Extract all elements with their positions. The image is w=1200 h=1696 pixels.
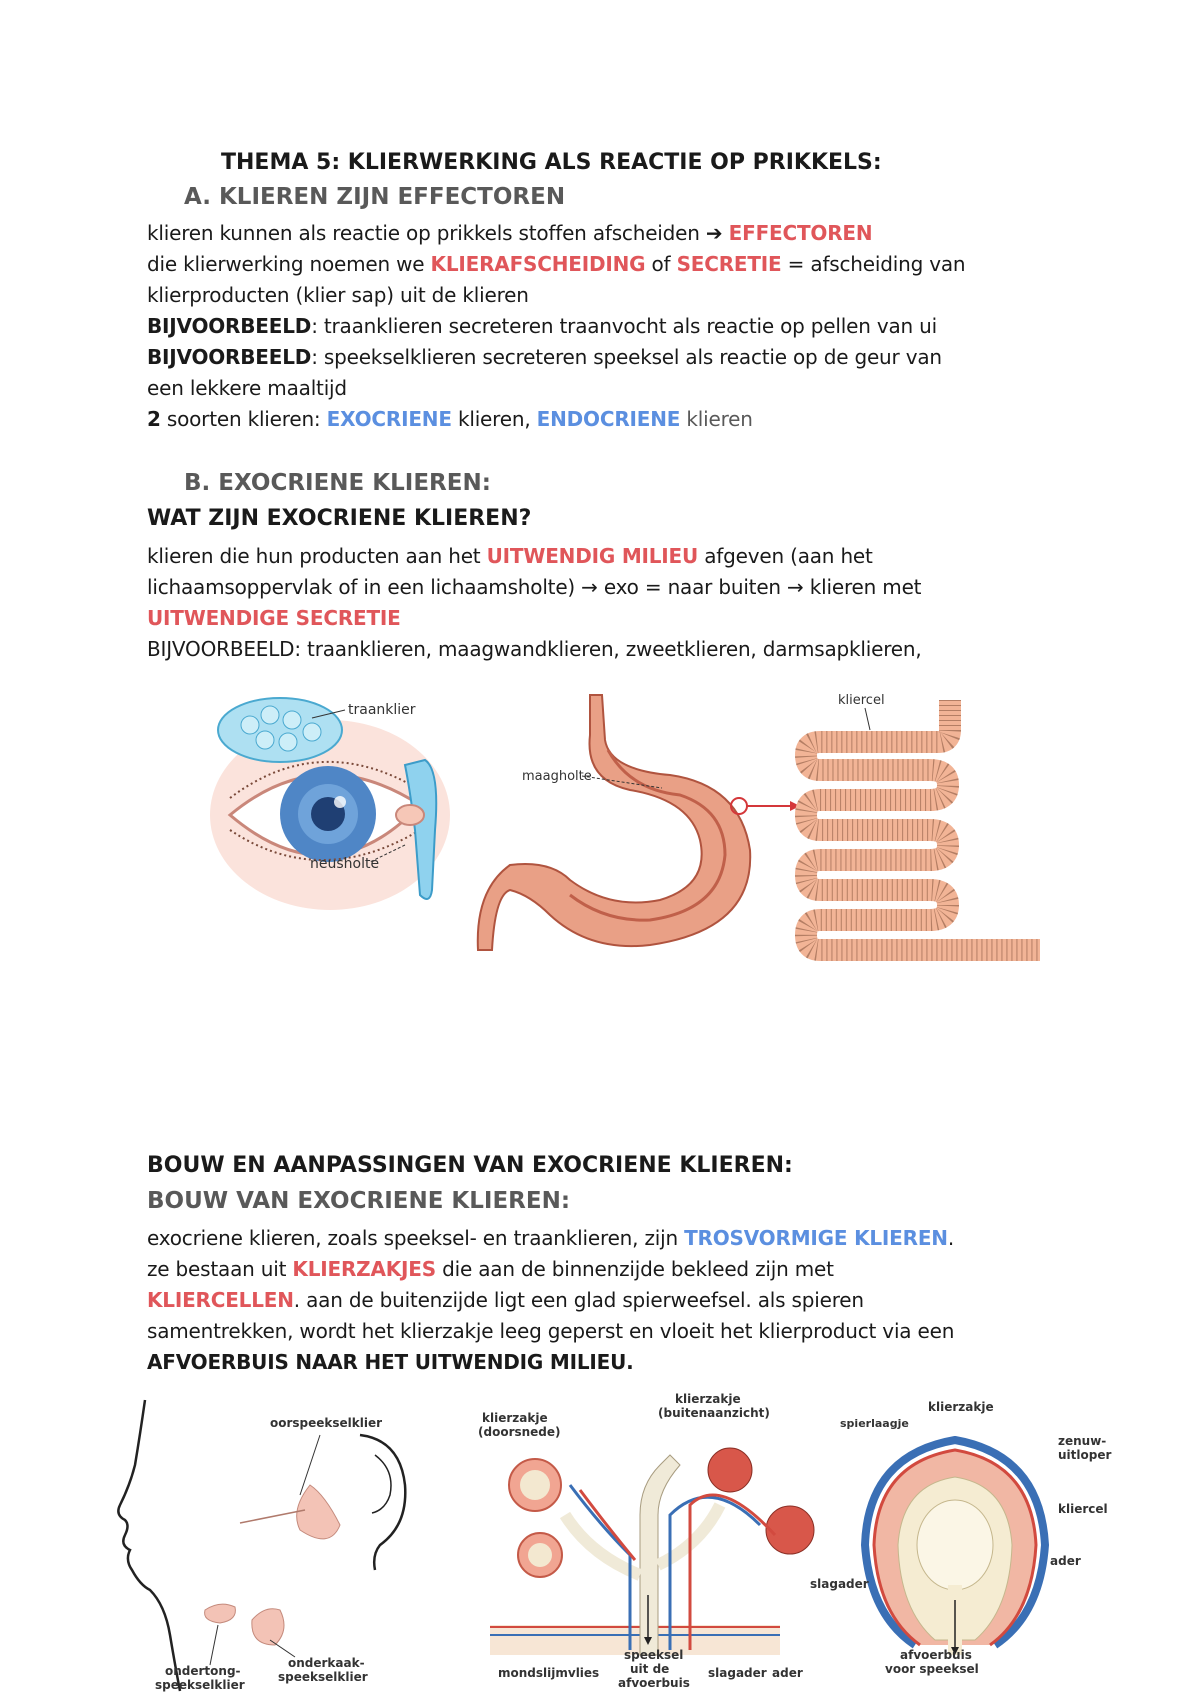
label-spierlaagje: spierlaagje [840,1417,909,1430]
text-line: lichaamsoppervlak of in een lichaamsholte) → exo = naar buiten → klieren met [147,575,922,599]
section-a-heading: A. KLIEREN ZIJN EFFECTOREN [184,184,566,210]
label-klierzakje-buiten-2: (buitenaanzicht) [658,1406,770,1420]
label-klierzakje-doorsnede-2: (doorsnede) [478,1425,561,1439]
label-slagader-2: slagader [810,1577,869,1591]
label-mondslijmvlies: mondslijmvlies [498,1666,600,1680]
section-c-subheading: BOUW VAN EXOCRIENE KLIEREN: [147,1188,571,1214]
gland-sac-illustration [865,1440,1045,1655]
text-line: BIJVOORBEELD: speekselklieren secreteren speeksel als reactie op de geur van [147,345,942,369]
label-onderkaak-1: onderkaak- [288,1656,365,1670]
text-line: die klierwerking noemen we KLIERAFSCHEIDING of SECRETIE = afscheiding van [147,252,966,276]
face-profile-illustration [118,1400,405,1691]
term-secretie: SECRETIE [676,252,782,276]
label-onderkaak-2: speekselklier [278,1670,368,1684]
term-uitwendig-milieu: UITWENDIG MILIEU [486,544,699,568]
text-line: klieren die hun producten aan het UITWENDIG MILIEU afgeven (aan het [147,544,873,568]
label-slagader: slagader [708,1666,767,1680]
text-line: klierproducten (klier sap) uit de klieren [147,283,529,307]
label-speeksel-2: uit de [630,1662,670,1676]
figure-salivary-glands [110,1392,1112,1692]
label-neusholte: neusholte [310,856,380,872]
section-b-subheading: WAT ZIJN EXOCRIENE KLIEREN? [147,506,532,531]
label-ondertong-2: speekselklier [155,1678,245,1692]
label-klierzakje-doorsnede-1: klierzakje [482,1411,548,1425]
label-kliercel: kliercel [1058,1502,1108,1516]
term-uitwendige-secretie: UITWENDIGE SECRETIE [147,606,401,630]
section-b-heading: B. EXOCRIENE KLIEREN: [184,470,491,496]
term-effectoren: EFFECTOREN [728,221,873,245]
text-line: KLIERCELLEN. aan de buitenzijde ligt een glad spierweefsel. als spieren [147,1288,864,1312]
label-afvoerbuis-2: voor speeksel [885,1662,979,1676]
label-oorspeekselklier: oorspeekselklier [270,1416,383,1430]
lacrimal-gland [218,698,342,762]
text-line: een lekkere maaltijd [147,376,347,400]
label-maagholte: maagholte [522,769,592,784]
text-line: klieren kunnen als reactie op prikkels stoffen afscheiden ➔ EFFECTOREN [147,221,873,245]
label-zenuw-1: zenuw- [1058,1434,1107,1448]
text-line-afvoerbuis: AFVOERBUIS NAAR HET UITWENDIG MILIEU. [147,1350,634,1374]
label-ader: ader [772,1666,803,1680]
text-line: BIJVOORBEELD: traanklieren, maagwandklieren, zweetklieren, darmsapklieren, [147,637,922,661]
text-line: ze bestaan uit KLIERZAKJES die aan de binnenzijde bekleed zijn met [147,1257,834,1281]
text-line: samentrekken, wordt het klierzakje leeg geperst en vloeit het klierproduct via een [147,1319,955,1343]
term-klierafscheiding: KLIERAFSCHEIDING [430,252,646,276]
stomach-illustration [478,695,800,950]
gland-ducts-illustration [490,1448,814,1655]
intestinal-glands-illustration [806,700,1045,968]
label-ader-2: ader [1050,1554,1081,1568]
text-line: 2 soorten klieren: EXOCRIENE klieren, ENDOCRIENE klieren [147,407,753,431]
label-klierzakje: klierzakje [928,1400,994,1414]
figure-exocrine-glands [210,690,1050,990]
label-kliercel: kliercel [838,693,885,708]
section-c-heading: BOUW EN AANPASSINGEN VAN EXOCRIENE KLIEREN: [147,1153,793,1178]
label-speeksel-1: speeksel [624,1648,684,1662]
text-line: BIJVOORBEELD: traanklieren secreteren traanvocht als reactie op pellen van ui [147,314,938,338]
label-speeksel-3: afvoerbuis [618,1676,690,1690]
term-kliercellen: KLIERCELLEN [147,1288,294,1312]
term-trosvormige-klieren: TROSVORMIGE KLIEREN [684,1226,948,1250]
label-traanklier: traanklier [348,702,416,718]
page-title: THEMA 5: KLIERWERKING ALS REACTIE OP PRIKKELS: [221,150,882,175]
term-klierzakjes: KLIERZAKJES [292,1257,436,1281]
text-line: exocriene klieren, zoals speeksel- en traanklieren, zijn TROSVORMIGE KLIEREN. [147,1226,954,1250]
term-endocriene: ENDOCRIENE [536,407,681,431]
label-klierzakje-buiten-1: klierzakje [675,1392,741,1406]
term-exocriene: EXOCRIENE [326,407,452,431]
label-zenuw-2: uitloper [1058,1448,1112,1462]
label-ondertong-1: ondertong- [165,1664,241,1678]
label-afvoerbuis-1: afvoerbuis [900,1648,972,1662]
